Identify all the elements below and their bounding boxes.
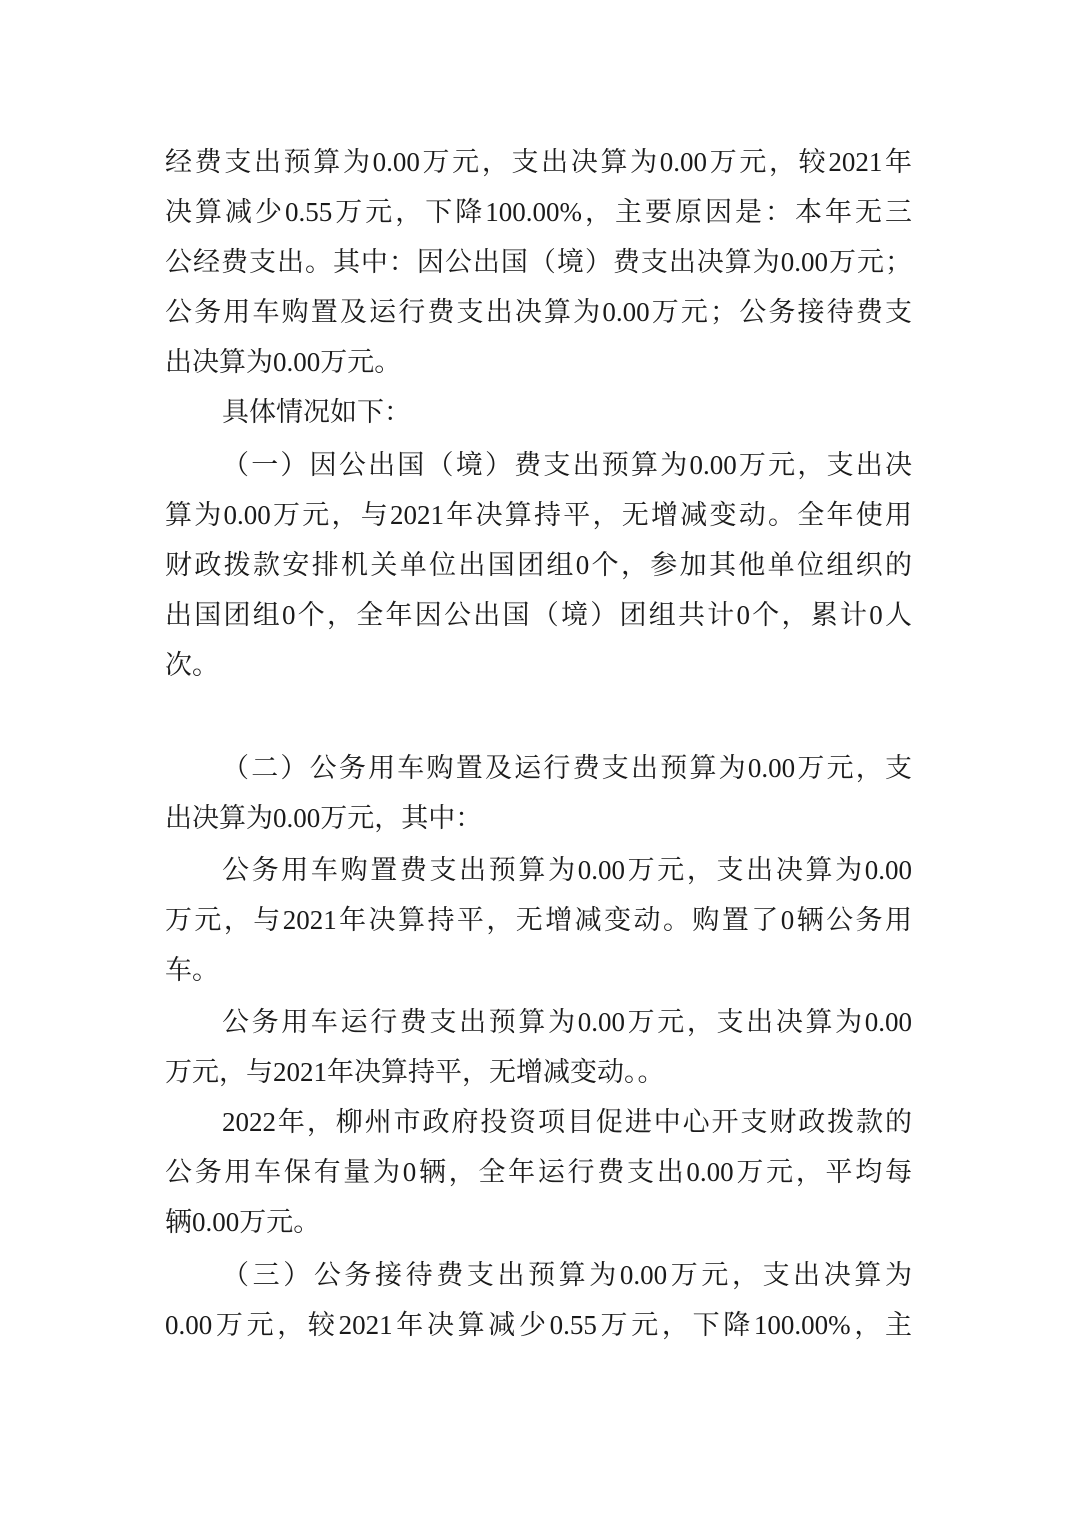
paragraph-vehicle-overview	[165, 743, 912, 843]
paragraph-summary	[165, 137, 912, 387]
text-line: （一）因公出国（境）费支出预算为0.00万元，支出决	[222, 450, 912, 480]
text-line: 经费支出预算为0.00万元，支出决算为0.00万元，较2021年	[165, 147, 912, 177]
paragraph-reception	[165, 1250, 912, 1350]
document-body	[165, 137, 912, 1350]
text-line: 公务用车购置及运行费支出决算为0.00万元；公务接待费支	[165, 297, 912, 327]
text-line: 公务用车运行费支出预算为0.00万元，支出决算为0.00	[222, 1007, 912, 1037]
text-line: 万元，与2021年决算持平，无增减变动。购置了0辆公务用	[165, 905, 912, 935]
text-line: 公务用车保有量为0辆，全年运行费支出0.00万元，平均每	[165, 1157, 912, 1187]
text-line: 公务用车购置费支出预算为0.00万元，支出决算为0.00	[222, 855, 912, 885]
text-line: （三）公务接待费支出预算为0.00万元，支出决算为	[222, 1260, 912, 1290]
text-line: 出国团组0个，全年因公出国（境）团组共计0个，累计0人	[165, 600, 912, 630]
text-line: 出决算为0.00万元。	[165, 347, 402, 377]
text-line: 出决算为0.00万元，其中：	[165, 803, 483, 833]
text-line: 万元，与2021年决算持平，无增减变动。。	[165, 1057, 665, 1087]
text-line: 财政拨款安排机关单位出国团组0个，参加其他单位组织的	[165, 550, 912, 580]
paragraph-details-intro	[165, 387, 912, 437]
text-line: 车。	[165, 955, 219, 985]
text-line: 2022年，柳州市政府投资项目促进中心开支财政拨款的	[222, 1107, 912, 1137]
text-line: 次。	[165, 650, 219, 680]
text-line: 决算减少0.55万元，下降100.00%，主要原因是：本年无三	[165, 197, 912, 227]
paragraph-vehicle-operation	[165, 997, 912, 1097]
text-line: 0.00万元，较2021年决算减少0.55万元，下降100.00%，主	[165, 1310, 912, 1340]
paragraph-vehicle-holdings	[165, 1097, 912, 1247]
text-line: 辆0.00万元。	[165, 1207, 321, 1237]
text-line: 具体情况如下：	[222, 397, 411, 427]
text-line: 公经费支出。其中：因公出国（境）费支出决算为0.00万元；	[165, 247, 912, 277]
text-line: 算为0.00万元，与2021年决算持平，无增减变动。全年使用	[165, 500, 912, 530]
paragraph-vehicle-purchase	[165, 845, 912, 995]
paragraph-overseas-travel	[165, 440, 912, 690]
text-line: （二）公务用车购置及运行费支出预算为0.00万元，支	[222, 753, 912, 783]
